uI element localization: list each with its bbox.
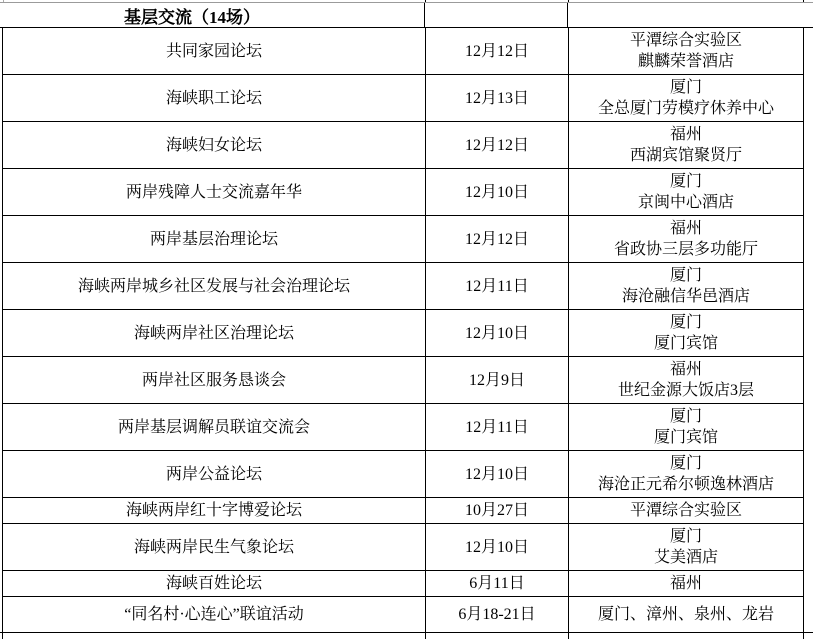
date-cell: 12月10日 <box>426 169 569 216</box>
location-line: 京闽中心酒店 <box>637 194 734 211</box>
section-header-location-cell <box>568 3 813 27</box>
event-cell: 两岸残障人士交流嘉年华 <box>3 169 426 216</box>
location-line: 厦门 <box>669 314 702 331</box>
location-line: 海沧融信华邑酒店 <box>621 288 750 305</box>
location-cell <box>569 75 804 122</box>
date-cell: 12月11日 <box>426 404 569 451</box>
event-cell: 两岸基层治理论坛 <box>3 216 426 263</box>
location-line: 厦门宾馆 <box>653 429 718 446</box>
date-cell: 10月27日 <box>426 498 569 524</box>
table-row <box>3 28 804 75</box>
location-line: 厦门 <box>669 267 702 284</box>
cropped-row-border-stub <box>3 0 4 2</box>
location-line: 世纪金源大饭店3层 <box>617 382 754 399</box>
schedule-table-body <box>3 28 804 632</box>
section-title: 基层交流（14场） <box>124 7 260 27</box>
section-header-date-cell <box>425 3 568 27</box>
event-cell: 海峡两岸民生气象论坛 <box>3 524 426 571</box>
location-line: 福州 <box>669 126 702 143</box>
date-cell: 12月10日 <box>426 524 569 571</box>
location-cell <box>569 357 804 404</box>
table-row <box>3 216 804 263</box>
table-row <box>3 451 804 498</box>
location-line: 平潭综合实验区 <box>629 32 742 49</box>
date-cell: 6月18-21日 <box>426 597 569 633</box>
cropped-row-above <box>0 0 813 3</box>
event-cell: 海峡妇女论坛 <box>3 122 426 169</box>
location-line: 厦门 <box>669 408 702 425</box>
cropped-row-border-stub <box>803 633 804 639</box>
date-cell: 12月12日 <box>426 122 569 169</box>
location-cell <box>569 597 804 633</box>
table-row <box>3 310 804 357</box>
location-line: 厦门、漳州、泉州、龙岩 <box>597 606 774 623</box>
date-cell: 12月10日 <box>426 310 569 357</box>
location-cell <box>569 451 804 498</box>
location-line: 福州 <box>669 361 702 378</box>
date-cell: 12月12日 <box>426 28 569 75</box>
cropped-row-border-stub <box>568 0 569 2</box>
location-line: 厦门 <box>669 173 702 190</box>
location-line: 福州 <box>669 220 702 237</box>
date-cell: 12月10日 <box>426 451 569 498</box>
cropped-row-border-stub <box>568 633 569 639</box>
table-row <box>3 263 804 310</box>
table-row <box>3 404 804 451</box>
date-cell: 12月13日 <box>426 75 569 122</box>
location-cell <box>569 498 804 524</box>
table-row <box>3 571 804 597</box>
location-line: 厦门 <box>669 528 702 545</box>
table-row <box>3 169 804 216</box>
date-cell: 12月11日 <box>426 263 569 310</box>
event-cell: 共同家园论坛 <box>3 28 426 75</box>
location-line: 西湖宾馆聚贤厅 <box>629 147 742 164</box>
event-cell: 海峡两岸社区治理论坛 <box>3 310 426 357</box>
location-line: 厦门 <box>669 455 702 472</box>
event-cell: “同名村·心连心”联谊活动 <box>3 597 426 633</box>
event-cell: 海峡两岸红十字博爱论坛 <box>3 498 426 524</box>
table-row <box>3 524 804 571</box>
event-cell: 海峡职工论坛 <box>3 75 426 122</box>
event-cell: 两岸社区服务恳谈会 <box>3 357 426 404</box>
event-cell: 海峡两岸城乡社区发展与社会治理论坛 <box>3 263 426 310</box>
location-line: 省政协三层多功能厅 <box>613 241 758 258</box>
schedule-table <box>2 28 804 632</box>
location-cell <box>569 169 804 216</box>
section-title-cell <box>0 3 425 27</box>
table-row <box>3 597 804 633</box>
table-row <box>3 75 804 122</box>
cropped-row-below <box>0 633 813 639</box>
event-cell: 两岸公益论坛 <box>3 451 426 498</box>
location-cell <box>569 216 804 263</box>
cropped-row-border-stub <box>2 633 3 639</box>
cropped-row-border-stub <box>425 0 426 2</box>
location-line: 厦门 <box>669 79 702 96</box>
location-line: 厦门宾馆 <box>653 335 718 352</box>
location-cell <box>569 310 804 357</box>
location-cell <box>569 571 804 597</box>
table-row <box>3 122 804 169</box>
location-line: 麒麟荣誉酒店 <box>637 53 734 70</box>
date-cell: 12月9日 <box>426 357 569 404</box>
location-cell <box>569 263 804 310</box>
event-cell: 海峡百姓论坛 <box>3 571 426 597</box>
location-line: 福州 <box>669 575 702 592</box>
location-line: 海沧正元希尔顿逸林酒店 <box>597 476 774 493</box>
event-cell: 两岸基层调解员联谊交流会 <box>3 404 426 451</box>
date-cell: 12月12日 <box>426 216 569 263</box>
location-cell <box>569 524 804 571</box>
location-line: 平潭综合实验区 <box>629 502 742 519</box>
location-cell <box>569 28 804 75</box>
table-row <box>3 357 804 404</box>
section-header-row <box>0 3 813 28</box>
date-cell: 6月11日 <box>426 571 569 597</box>
location-cell <box>569 122 804 169</box>
location-line: 艾美酒店 <box>653 549 718 566</box>
location-cell <box>569 404 804 451</box>
cropped-row-border-stub <box>803 0 804 2</box>
cropped-row-border-stub <box>425 633 426 639</box>
table-row <box>3 498 804 524</box>
location-line: 全总厦门劳模疗休养中心 <box>597 100 774 117</box>
